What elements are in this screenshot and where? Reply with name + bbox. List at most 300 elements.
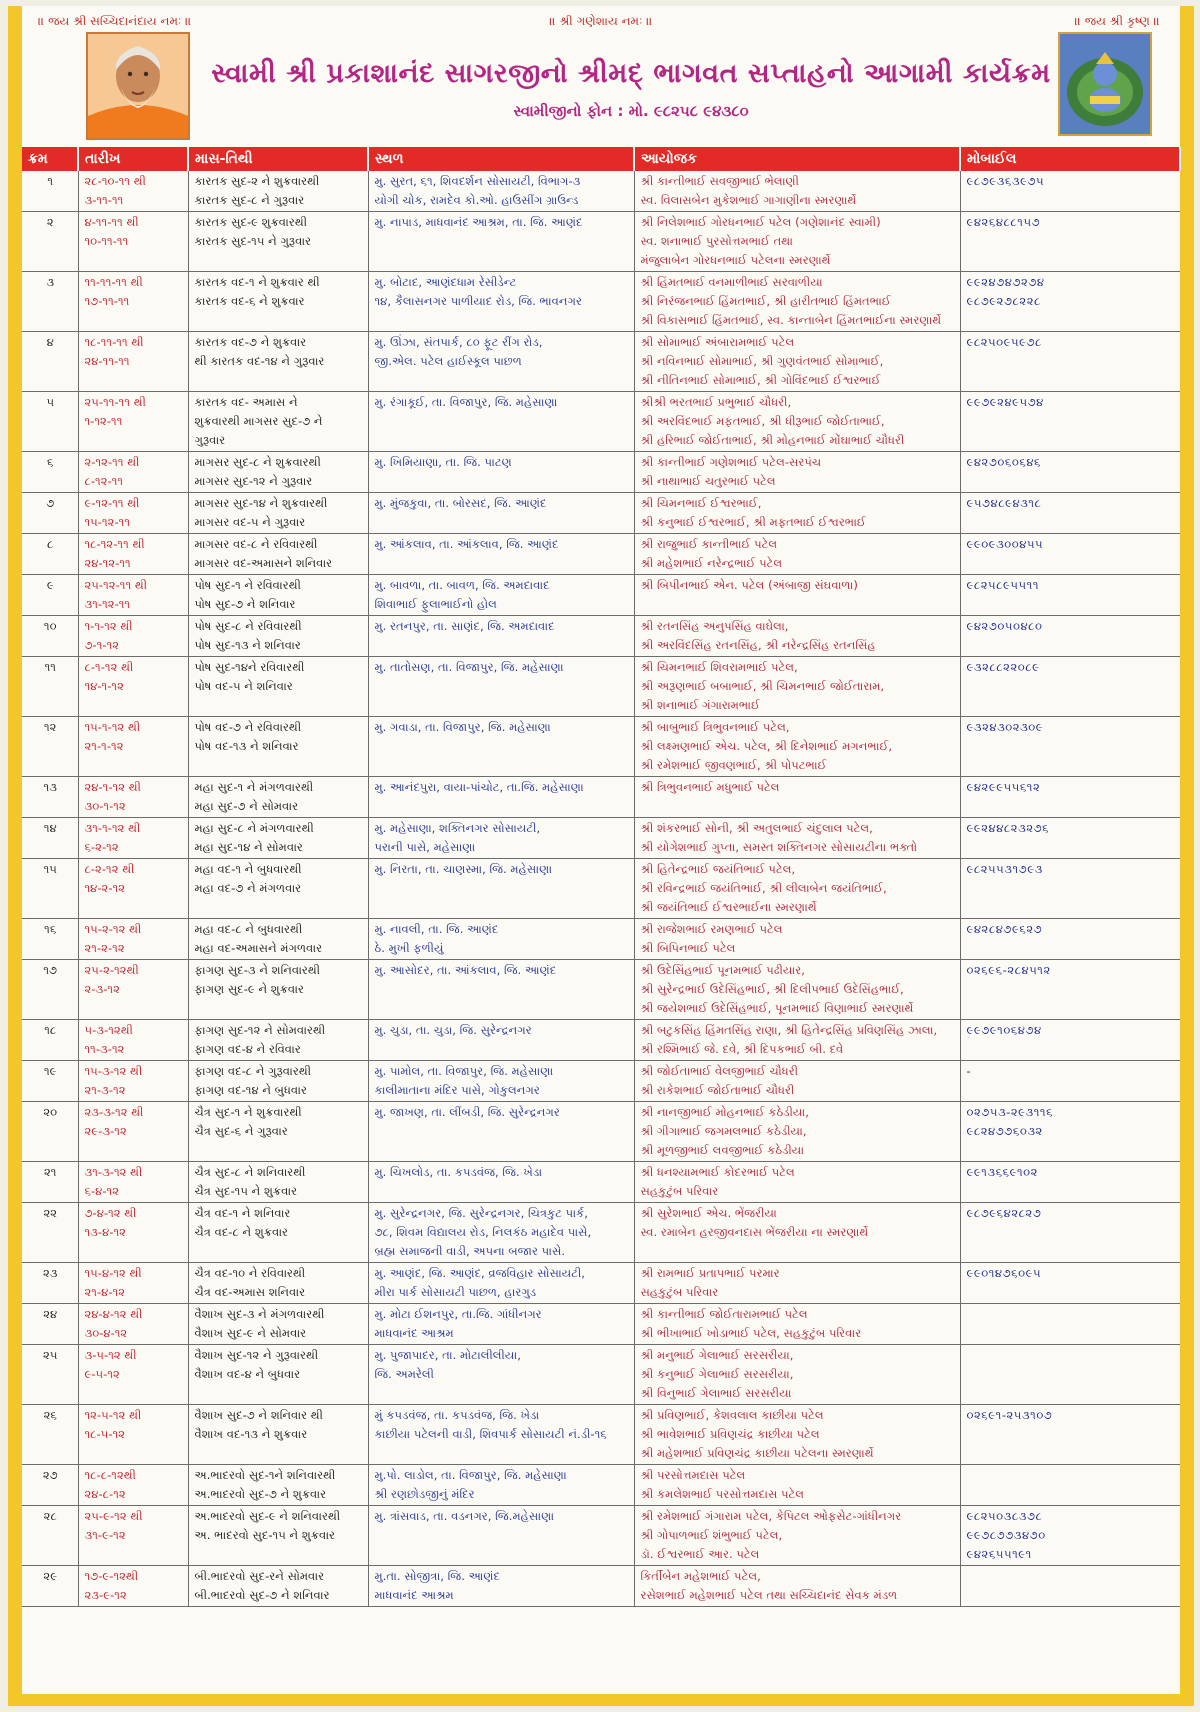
organizer-cell [634, 212, 960, 272]
table-row [22, 960, 1180, 1020]
organizer-cell [634, 1566, 960, 1607]
place-cell-line: મુ. ખિમિયાણા, તા. જિ. પાટણ [374, 455, 512, 469]
organizer-cell [634, 392, 960, 452]
tithi-cell-line: કારતક વદ-૭ ને શુક્રવાર [194, 335, 307, 349]
row-number: ૨ [22, 212, 78, 272]
date-cell [78, 332, 188, 392]
tithi-cell [188, 575, 368, 616]
date-cell [78, 1345, 188, 1405]
organizer-cell-line: શ્રી રવિન્દ્રભાઈ જયંતિભાઈ, શ્રી લીલાબેન જયંતિભાઈ, [640, 881, 887, 895]
tithi-cell-line: વૈશાખ સુદ-૭ ને શનિવાર થી [194, 1408, 323, 1422]
tithi-cell [188, 1465, 368, 1506]
tithi-cell [188, 1345, 368, 1405]
table-row [22, 919, 1180, 960]
invocation-left: ॥ જય શ્રી સચ્ચિદાનંદાય નમઃ ॥ [38, 14, 192, 28]
organizer-cell-line: શ્રી નિરંજનભાઈ હિંમતભાઈ, શ્રી હારીતભાઈ હિંમતભાઈ [640, 294, 891, 308]
date-cell [78, 1506, 188, 1566]
organizer-cell [634, 717, 960, 777]
date-cell-line: ૧૮-૫-૧૨ [84, 1427, 126, 1441]
row-number: ૨૦ [22, 1102, 78, 1162]
schedule-body [22, 171, 1180, 1607]
organizer-cell-line: શ્રી લક્ષ્મણભાઈ એચ. પટેલ, શ્રી દિનેશભાઈ મગનભાઈ, [640, 739, 893, 753]
tithi-cell [188, 777, 368, 818]
tithi-cell-line: બી.ભાદરવો સુદ-૭ ને શનિવાર [194, 1588, 330, 1602]
tithi-cell [188, 859, 368, 919]
mobile-cell-line: ૯૮૭૯૩૬૩૯૭૫ [966, 174, 1045, 188]
krishna-image [1058, 32, 1152, 136]
organizer-cell-line: શ્રી મહેશભાઈ નરેન્દ્રભાઈ પટેલ [640, 556, 783, 570]
date-cell-line: ૧૦-૧૧-૧૧ [84, 234, 129, 248]
tithi-cell [188, 493, 368, 534]
row-number: ૧૨ [22, 717, 78, 777]
date-cell-line: ૨૪-૧૧-૧૧ [84, 354, 130, 368]
tithi-cell-line: વૈશાખ વદ-૪ ને બુધવાર [194, 1367, 301, 1381]
organizer-cell [634, 960, 960, 1020]
date-cell-line: ૭-૪-૧૨ થી [84, 1206, 137, 1220]
date-cell-line: ૨૪-૪-૧૨ થી [84, 1307, 143, 1321]
row-number: ૬ [22, 452, 78, 493]
mobile-cell-line: ૯૩૨૪૩૦૨૩૦૯ [966, 720, 1044, 734]
organizer-cell [634, 575, 960, 616]
place-cell [368, 332, 634, 392]
row-number: ૮ [22, 534, 78, 575]
organizer-cell [634, 1465, 960, 1506]
place-cell-line: કાલીમાતાના મંદિર પાસે, ગોકુલનગર [374, 1083, 540, 1097]
organizer-cell-line: રસેશભાઈ મહેશભાઈ પટેલ તથા સચ્ચિદાનંદ સેવક મંડળ [640, 1588, 898, 1602]
phone-line: સ્વામીજીનો ફોન : મો. ૯૮૨૫૮ ૯૪૩૮૦ [513, 102, 749, 120]
place-cell-line: મુ. આનંદપુરા, વાયા-પાંચોટ, તા.જિ. મહેસાણા [374, 780, 584, 794]
tithi-cell [188, 392, 368, 452]
organizer-cell-line: સહકુટુંબ પરિવાર [640, 1285, 719, 1299]
tithi-cell-line: પોષ વદ-૫ ને શનિવાર [194, 679, 293, 693]
organizer-cell-line: શ્રી વિનુભાઈ ગેલાભાઈ સરસરીયા [640, 1386, 792, 1400]
date-cell-line: ૨-૩-૧૨ [84, 982, 120, 996]
organizer-cell-line: શ્રી નીતિનભાઈ સોમાભાઈ, શ્રી ગોવિંદભાઈ ઈશ્વરભાઈ [640, 373, 881, 387]
swami-photo [86, 32, 190, 140]
mobile-cell [960, 332, 1180, 392]
table-row [22, 616, 1180, 657]
tithi-cell [188, 818, 368, 859]
mobile-cell [960, 392, 1180, 452]
mobile-cell-line: ૯૩૨૮૮૨૨૦૮૯ [966, 660, 1040, 674]
organizer-cell [634, 777, 960, 818]
table-row [22, 1263, 1180, 1304]
mobile-cell-line: ૦૨૭૫૩-૨૯૩૧૧૬ [966, 1105, 1054, 1119]
tithi-cell [188, 1020, 368, 1061]
place-cell [368, 1304, 634, 1345]
date-cell-line: ૨૪-૧૨-૧૧ [84, 556, 131, 570]
organizer-cell [634, 272, 960, 332]
organizer-cell-line: શ્રી નાથાભાઈ ચતુરભાઈ પટેલ [640, 474, 776, 488]
tithi-cell-line: મહા સુદ-૮ ને મંગળવારથી [194, 821, 314, 835]
organizer-cell [634, 1345, 960, 1405]
date-cell-line: ૬-૪-૧૨ [84, 1184, 120, 1198]
place-cell [368, 1506, 634, 1566]
organizer-cell-line: સહકુટુંબ પરિવાર [640, 1184, 719, 1198]
place-cell-line: મુ. નાપાડ, માધવાનંદ આશ્રમ, તા. જિ. આણંદ [374, 215, 583, 229]
mobile-cell-line: ૦૨૬૯૬-૨૮૪૫૧૨ [966, 963, 1051, 977]
place-cell [368, 171, 634, 212]
organizer-cell-line: સ્વ. વિલાસબેન મુકેશભાઈ ગાગાણીના સ્મરણાર્થે [640, 193, 857, 207]
date-cell [78, 657, 188, 717]
place-cell-line: મુ. આંકલાવ, તા. આંકલાવ, જિ. આણંદ [374, 537, 559, 551]
mobile-cell [960, 919, 1180, 960]
mobile-cell-line: ૯૪૨૯૯૫૫૬૧૨ [966, 780, 1041, 794]
invocation-right: ॥ જય શ્રી કૃષ્ણ ॥ [1074, 14, 1160, 28]
date-cell [78, 616, 188, 657]
mobile-cell-line: ૯૯૨૪૪૮૨૩૨૭૬ [966, 821, 1050, 835]
organizer-cell-line: સ્વ. શનાભાઈ પુરસોત્તમભાઈ તથા [640, 234, 794, 248]
row-number: ૨૮ [22, 1506, 78, 1566]
mobile-cell-line: ૯૪૨૮૪૭૯૬૨૭ [966, 922, 1043, 936]
place-cell-line: માધવાનંદ આશ્રમ [374, 1588, 454, 1602]
organizer-cell-line: શ્રી કાન્તીભાઈ સવજીભાઈ ભેલાણી [640, 174, 799, 188]
tithi-cell-line: ફાગણ સુદ-૧૨ ને સોમવારથી [194, 1023, 326, 1037]
tithi-cell-line: ચૈત્ર સુદ-૧૫ ને શુક્રવાર [194, 1184, 298, 1198]
table-row [22, 1345, 1180, 1405]
place-cell [368, 1020, 634, 1061]
tithi-cell-line: માગસર વદ-અમાસને શનિવાર [194, 556, 333, 570]
tithi-cell-line: અ.ભાદરવો સુદ-૭ ને શુક્રવાર [194, 1487, 327, 1501]
place-cell-line: જિ. અમરેલી [374, 1367, 434, 1381]
row-number: ૧ [22, 171, 78, 212]
mobile-cell-line: ૦૨૬૯૧-૨૫૩૧૦૭ [966, 1408, 1053, 1422]
place-cell-line: મુ.પો. લાડોલ, તા. વિજાપુર, જિ. મહેસાણા [374, 1468, 567, 1482]
organizer-cell [634, 1162, 960, 1203]
date-cell [78, 777, 188, 818]
place-cell [368, 777, 634, 818]
organizer-cell-line: શ્રી ઉદેસિંહભાઈ પૂનમભાઈ પઢીયાર, [640, 963, 805, 977]
organizer-cell-line: શ્રી ગોપાળભાઈ શંભુભાઈ પટેલ, [640, 1528, 783, 1542]
date-cell [78, 1405, 188, 1465]
organizer-cell [634, 859, 960, 919]
organizer-cell-line: શ્રી બિપીનભાઈ એન. પટેલ (અંબાજી સંઘવાળા) [640, 578, 858, 592]
organizer-cell [634, 1506, 960, 1566]
place-cell-line: ઠે. મુખી ફળીયું [374, 941, 444, 955]
place-cell-line: મુ. તાતોસણ, તા. વિજાપુર, જિ. મહેસાણા [374, 660, 564, 674]
date-cell-line: ૭-૧-૧૨ [84, 638, 120, 652]
date-cell-line: ૯-૫-૧૨ [84, 1367, 120, 1381]
table-row [22, 272, 1180, 332]
table-row [22, 818, 1180, 859]
table-row [22, 212, 1180, 272]
tithi-cell-line: મહા વદ-૧ ને બુધવારથી [194, 862, 302, 876]
place-cell-line: મીરા પાર્ક સોસાયટી પાછળ, હારગુડ [374, 1285, 537, 1299]
tithi-cell-line: વૈશાખ સુદ-૯ ને સોમવાર [194, 1326, 307, 1340]
date-cell [78, 859, 188, 919]
tithi-cell-line: મહા સુદ-૧૪ ને સોમવાર [194, 840, 303, 854]
date-cell [78, 919, 188, 960]
organizer-cell-line: શ્રી રમેશભાઈ ગંગારામ પટેલ, કેપિટલ ઓફસેટ-ગાંધીનગર [640, 1509, 902, 1523]
table-row [22, 534, 1180, 575]
place-cell [368, 1566, 634, 1607]
tithi-cell-line: ચૈત્ર સુદ-૮ ને શનિવારથી [194, 1165, 306, 1179]
organizer-cell-line: શ્રી પરસોત્તમદાસ પટેલ [640, 1468, 746, 1482]
tithi-cell-line: પોષ સુદ-૭ ને શનિવાર [194, 597, 296, 611]
place-cell-line: મુ. ગવાડા, તા. વિજાપુર, જિ. મહેસાણા [374, 720, 551, 734]
place-cell [368, 1465, 634, 1506]
organizer-cell-line: શ્રી મૂળજીભાઈ લવજીભાઈ કઠેડીયા [640, 1143, 805, 1157]
place-cell-line: મુ. મુંજકુવા, તા. બોરસદ, જિ. આણંદ [374, 496, 547, 510]
place-cell-line: મુ. આસોદર, તા. આંકલાવ, જિ. આણંદ [374, 963, 557, 977]
tithi-cell-line: બી.ભાદરવો સુદ-રને સોમવાર [194, 1569, 325, 1583]
tithi-cell [188, 272, 368, 332]
tithi-cell-line: માગસર વદ-૫ ને ગુરૂવાર [194, 515, 306, 529]
mobile-cell [960, 657, 1180, 717]
place-cell [368, 493, 634, 534]
place-cell-line: ૧૪, કૈલાસનગર પાળીયાદ રોડ, જિ. ભાવનગર [374, 294, 582, 308]
mobile-cell [960, 575, 1180, 616]
place-cell-line: મુ. આણંદ, જિ. આણંદ, વ્રજવિહાર સોસાયટી, [374, 1266, 585, 1280]
tithi-cell-line: શુક્રવારથી માગસર સુદ-૭ ને [194, 414, 323, 428]
mobile-cell [960, 1061, 1180, 1102]
organizer-cell-line: શ્રી સુરેન્દ્રભાઈ ઉદેસિંહભાઈ, શ્રી દિલીપભાઈ ઉદેસિંહભાઈ, [640, 982, 904, 996]
table-row [22, 493, 1180, 534]
place-cell-line: મુ. પામોલ, તા. વિજાપુર, જિ. મહેસાણા [374, 1064, 554, 1078]
tithi-cell-line: ફાગણ સુદ-૯ ને શુક્રવાર [194, 982, 304, 996]
tithi-cell-line: મહા વદ-અમાસને મંગળવાર [194, 941, 323, 955]
organizer-cell-line: શ્રી ભાવેશભાઈ પ્રવિણચંદ્ર કાછીયા પટેલ [640, 1427, 820, 1441]
tithi-cell-line: મહા સુદ-૧ ને મંગળવારથી [194, 780, 314, 794]
date-cell [78, 392, 188, 452]
table-row [22, 1162, 1180, 1203]
date-cell [78, 452, 188, 493]
date-cell-line: ૯-૧૨-૧૧ થી [84, 496, 140, 510]
table-row [22, 1465, 1180, 1506]
place-cell-line: મુ. બાવળા, તા. બાવળ, જિ. અમદાવાદ [374, 578, 550, 592]
table-header-row [22, 147, 1180, 171]
date-cell-line: ૨૮-૧૦-૧૧ થી [84, 174, 146, 188]
tithi-cell [188, 960, 368, 1020]
organizer-cell-line: શ્રી યોગેશભાઈ ગુપ્તા, સમસ્ત શક્તિનગર સોસાયટીના ભક્તો [640, 840, 918, 854]
organizer-cell-line: શ્રી રામભાઈ પ્રતાપભાઈ પરમાર [640, 1266, 780, 1280]
row-number: ૨૬ [22, 1405, 78, 1465]
place-cell-line: મુ. રતનપુર, તા. સાણંદ, જિ. અમદાવાદ [374, 619, 555, 633]
organizer-cell-line: શ્રી શનાભાઈ ગંગારામભાઈ [640, 698, 760, 712]
tithi-cell-line: અ. ભાદરવો સુદ-૧૫ ને શુક્રવાર [194, 1528, 336, 1542]
organizer-cell-line: શ્રી જોઈતાભાઈ વેલજીભાઈ ચૌધરી [640, 1064, 799, 1078]
date-cell [78, 1203, 188, 1263]
mobile-cell [960, 493, 1180, 534]
place-cell-line: મુ. પુજાપાદર, તા. મોટાલીલીયા, [374, 1348, 521, 1362]
mobile-cell-line: ૯૮૨૪૭૭૬૦૩૨ [966, 1124, 1043, 1138]
date-cell-line: ૩૧-૧૨-૧૧ [84, 597, 131, 611]
tithi-cell-line: મહા વદ-૮ ને બુધવારથી [194, 922, 303, 936]
place-cell-line: મુ. ચિખલોડ, તા. કપડવંજ, જિ. ખેડા [374, 1165, 543, 1179]
row-number: ૫ [22, 392, 78, 452]
table-row [22, 1061, 1180, 1102]
mobile-cell-line: ૯૪૨૬૪૮૮૧૫૭ [966, 215, 1041, 229]
tithi-cell [188, 1203, 368, 1263]
tithi-cell [188, 212, 368, 272]
row-number: ૧૧ [22, 657, 78, 717]
row-number: ૧૪ [22, 818, 78, 859]
place-cell [368, 1102, 634, 1162]
organizer-cell-line: શ્રી કમલેશભાઈ પરસોત્તમદાસ પટેલ [640, 1487, 805, 1501]
tithi-cell-line: કારતક વદ-૧ ને શુક્રવાર થી [194, 275, 320, 289]
tithi-cell-line: પોષ સુદ-૧૪ને રવિવારથી [194, 660, 305, 674]
date-cell [78, 1566, 188, 1607]
organizer-cell-line: કિર્તીબેન મહેશભાઈ પટેલ, [640, 1569, 761, 1583]
date-cell [78, 1102, 188, 1162]
tithi-cell-line: ફાગણ વદ-૪ ને રવિવાર [194, 1042, 301, 1056]
date-cell-line: ૧૫-૪-૧૨ થી [84, 1266, 142, 1280]
mobile-cell [960, 1203, 1180, 1263]
organizer-cell-line: શ્રી રતનસિંહ અનુપસિંહ વાઘેલા, [640, 619, 789, 633]
mobile-cell-line: ૯૯૭૯૧૦૬૪૭૪ [966, 1023, 1042, 1037]
place-cell [368, 1263, 634, 1304]
date-cell [78, 818, 188, 859]
mobile-cell-line: ૯૯૨૪૭૪૭૨૭૪ [966, 275, 1045, 289]
mobile-cell-line: ૯૪૨૭૦૫૦૪૮૦ [966, 619, 1043, 633]
date-cell-line: ૬-૨-૧૨ [84, 840, 119, 854]
date-cell-line: ૧૩-૪-૧૨ [84, 1225, 126, 1239]
organizer-cell [634, 171, 960, 212]
table-row [22, 777, 1180, 818]
row-number: ૧૭ [22, 960, 78, 1020]
tithi-cell [188, 919, 368, 960]
organizer-cell-line: શ્રીશ્રી ભરતભાઈ પ્રભુભાઈ ચૌધરી, [640, 395, 792, 409]
mobile-cell [960, 272, 1180, 332]
organizer-cell-line: શ્રી રમેશભાઈ જીવણભાઈ, શ્રી પોપટભાઈ [640, 758, 827, 772]
col-header-mobile: મોબાઈલ [960, 147, 1180, 171]
organizer-cell-line: શ્રી જયેશભાઈ ઉદેસિંહભાઈ, પૂનમભાઈ વિણાભાઈ સ્મરણાર્થે [640, 1001, 914, 1015]
row-number: ૨૧ [22, 1162, 78, 1203]
table-row [22, 392, 1180, 452]
date-cell-line: ૧૫-૧૨-૧૧ [84, 515, 131, 529]
date-cell-line: ૨૧-૨-૧૨ [84, 941, 125, 955]
place-cell [368, 534, 634, 575]
date-cell-line: ૫-૩-૧૨થી [84, 1023, 133, 1037]
place-cell-line: મુ. રંગાકૂઈ, તા. વિજાપુર, જિ. મહેસાણા [374, 395, 558, 409]
date-cell-line: ૨૩-૩-૧૨ થી [84, 1105, 144, 1119]
row-number: ૯ [22, 575, 78, 616]
place-cell-line: શિવાભાઈ ફુલાભાઈનો હોલ [374, 597, 497, 611]
tithi-cell-line: ચૈત્ર વદ-૮ ને શુક્રવાર [194, 1225, 289, 1239]
tithi-cell [188, 717, 368, 777]
organizer-cell-line: શ્રી બિપિનભાઈ પટેલ [640, 941, 736, 955]
organizer-cell-line: શ્રી રાકેશભાઈ જોઈતાભાઈ ચૌધરી [640, 1083, 795, 1097]
date-cell [78, 1162, 188, 1203]
date-cell-line: ૨૧-૪-૧૨ [84, 1285, 126, 1299]
table-row [22, 859, 1180, 919]
mobile-cell-line: ૯૮૭૯૨૭૮૨૨૮ [966, 294, 1041, 308]
row-number: ૧૫ [22, 859, 78, 919]
mobile-cell-line: ૯૯૧૩૬૬૯૧૦૨ [966, 1165, 1038, 1179]
date-cell-line: ૨૩-૯-૧૨ [84, 1588, 127, 1602]
schedule-table [22, 147, 1181, 1607]
mobile-cell [960, 1405, 1180, 1465]
mobile-cell-line: ૯૯૦૯૩૦૦૪૫૫ [966, 537, 1044, 551]
mobile-cell-line: ૯૮૨૫૦૯૫૯૭૮ [966, 335, 1042, 349]
schedule-poster [8, 6, 1194, 1706]
date-cell-line: ૧૪-૨-૧૨ [84, 881, 126, 895]
row-number: ૧૦ [22, 616, 78, 657]
row-number: ૧૬ [22, 919, 78, 960]
organizer-cell-line: શ્રી કનુભાઈ ઈશ્વરભાઈ, શ્રી મફતભાઈ ઈશ્વરભાઈ [640, 515, 866, 529]
date-cell-line: ૧૮-૮-૧૨થી [84, 1468, 136, 1482]
organizer-cell-line: શ્રી અરૂણભાઈ બબાભાઈ, શ્રી ચિમનભાઈ જોઈતારામ, [640, 679, 885, 693]
tithi-cell-line: કારતક વદ-૬ ને શુક્રવાર [194, 294, 305, 308]
tithi-cell [188, 1102, 368, 1162]
date-cell-line: ૨૫-૧૨-૧૧ થી [84, 578, 148, 592]
row-number: ૨૨ [22, 1203, 78, 1263]
organizer-cell-line: શ્રી પ્રવિણભાઈ, કેશવલાલ કાછીયા પટેલ [640, 1408, 824, 1422]
invocation-center: ॥ શ્રી ગણેશાય નમઃ ॥ [549, 14, 653, 28]
row-number: ૧૯ [22, 1061, 78, 1102]
place-cell-line: મુ. ચુડા, તા. ચુડા, જિ. સુરેન્દ્રનગર [374, 1023, 532, 1037]
mobile-cell [960, 777, 1180, 818]
organizer-cell [634, 534, 960, 575]
tithi-cell-line: ચૈત્ર વદ-૧ ને શનિવાર [194, 1206, 291, 1220]
date-cell-line: ૨૫-૨-૧૨થી [84, 963, 139, 977]
tithi-cell-line: મહા વદ-૭ ને મંગળવાર [194, 881, 302, 895]
place-cell-line: મુ. બોટાદ, આણંદધામ રેસીડેન્ટ [374, 275, 517, 289]
col-header-tithi: માસ-તિથી [188, 147, 368, 171]
mobile-cell [960, 1020, 1180, 1061]
tithi-cell [188, 171, 368, 212]
organizer-cell-line: ડૉ. ઈશ્વરભાઈ આર. પટેલ [640, 1547, 760, 1561]
tithi-cell [188, 332, 368, 392]
date-cell [78, 493, 188, 534]
date-cell-line: ૧૨-૫-૧૨ થી [84, 1408, 142, 1422]
place-cell [368, 575, 634, 616]
date-cell [78, 1061, 188, 1102]
organizer-cell-line: શ્રી ચિમનભાઈ શિવરામભાઈ પટેલ, [640, 660, 798, 674]
mobile-cell-line: ૯૯૭૯૨૪૯૫૭૪ [966, 395, 1044, 409]
organizer-cell [634, 332, 960, 392]
date-cell [78, 272, 188, 332]
organizer-cell-line: શ્રી રાજેશભાઈ રમણભાઈ પટેલ [640, 922, 783, 936]
organizer-cell-line: સ્વ. રમાબેન હરજીવનદાસ ભેંજરીયા ના સ્મરણાર્થે [640, 1225, 869, 1239]
row-number: ૨૯ [22, 1566, 78, 1607]
col-header-date: તારીખ [78, 147, 188, 171]
place-cell-line: મુ. નાવલી, તા. જિ. આણંદ [374, 922, 499, 936]
row-number: ૪ [22, 332, 78, 392]
mobile-cell [960, 452, 1180, 493]
date-cell-line: ૧૫-૩-૧૨ થી [84, 1064, 143, 1078]
place-cell [368, 616, 634, 657]
organizer-cell-line: શ્રી નવિનભાઈ સોમાભાઈ, શ્રી ગુણવંતભાઈ સોમાભાઈ, [640, 354, 884, 368]
mobile-cell [960, 818, 1180, 859]
organizer-cell-line: શ્રી રશ્મિભાઈ જે. દવે, શ્રી દિપકભાઈ બી. દવે [640, 1042, 844, 1056]
mobile-cell [960, 1566, 1180, 1607]
tithi-cell-line: કારતક સુદ-૯ શુક્રવારથી [194, 215, 308, 229]
organizer-cell-line: શ્રી વિકાસભાઈ હિંમતભાઈ, સ્વ. કાન્તાબેન હિંમતભાઈના સ્મરણાર્થે [640, 313, 942, 327]
date-cell-line: ૮-૧-૧૨ થી [84, 660, 134, 674]
organizer-cell-line: મંજુલાબેન ગોરધનભાઈ પટેલના સ્મરણાર્થે [640, 253, 831, 267]
tithi-cell-line: ચૈત્ર સુદ-૧ ને શુક્રવારથી [194, 1105, 302, 1119]
date-cell-line: ૨૫-૯-૧૨ થી [84, 1509, 143, 1523]
date-cell-line: ૨૪-૧-૧૨ થી [84, 780, 141, 794]
place-cell-line: કાછીયા પટેલની વાડી, શિવપાર્ક સોસાયટી નં.ડી-૧૬ [374, 1427, 607, 1441]
mobile-cell [960, 960, 1180, 1020]
mobile-cell [960, 534, 1180, 575]
tithi-cell-line: માગસર સુદ-૧૨ ને ગુરૂવાર [194, 474, 313, 488]
date-cell-line: ૮-૧૨-૧૧ [84, 474, 124, 488]
table-row [22, 1102, 1180, 1162]
table-row [22, 171, 1180, 212]
place-cell [368, 212, 634, 272]
tithi-cell [188, 452, 368, 493]
date-cell [78, 1304, 188, 1345]
organizer-cell-line: શ્રી અરવિંદસિંહ રતનસિંહ, શ્રી નરેન્દ્રસિંહ રતનસિંહ [640, 638, 876, 652]
date-cell-line: ૧૫-૧-૧૨ થી [84, 720, 141, 734]
date-cell-line: ૩-૫-૧૨ થી [84, 1348, 137, 1362]
place-cell [368, 960, 634, 1020]
tithi-cell [188, 1304, 368, 1345]
date-cell-line: ૩૧-૯-૧૨ [84, 1528, 126, 1542]
